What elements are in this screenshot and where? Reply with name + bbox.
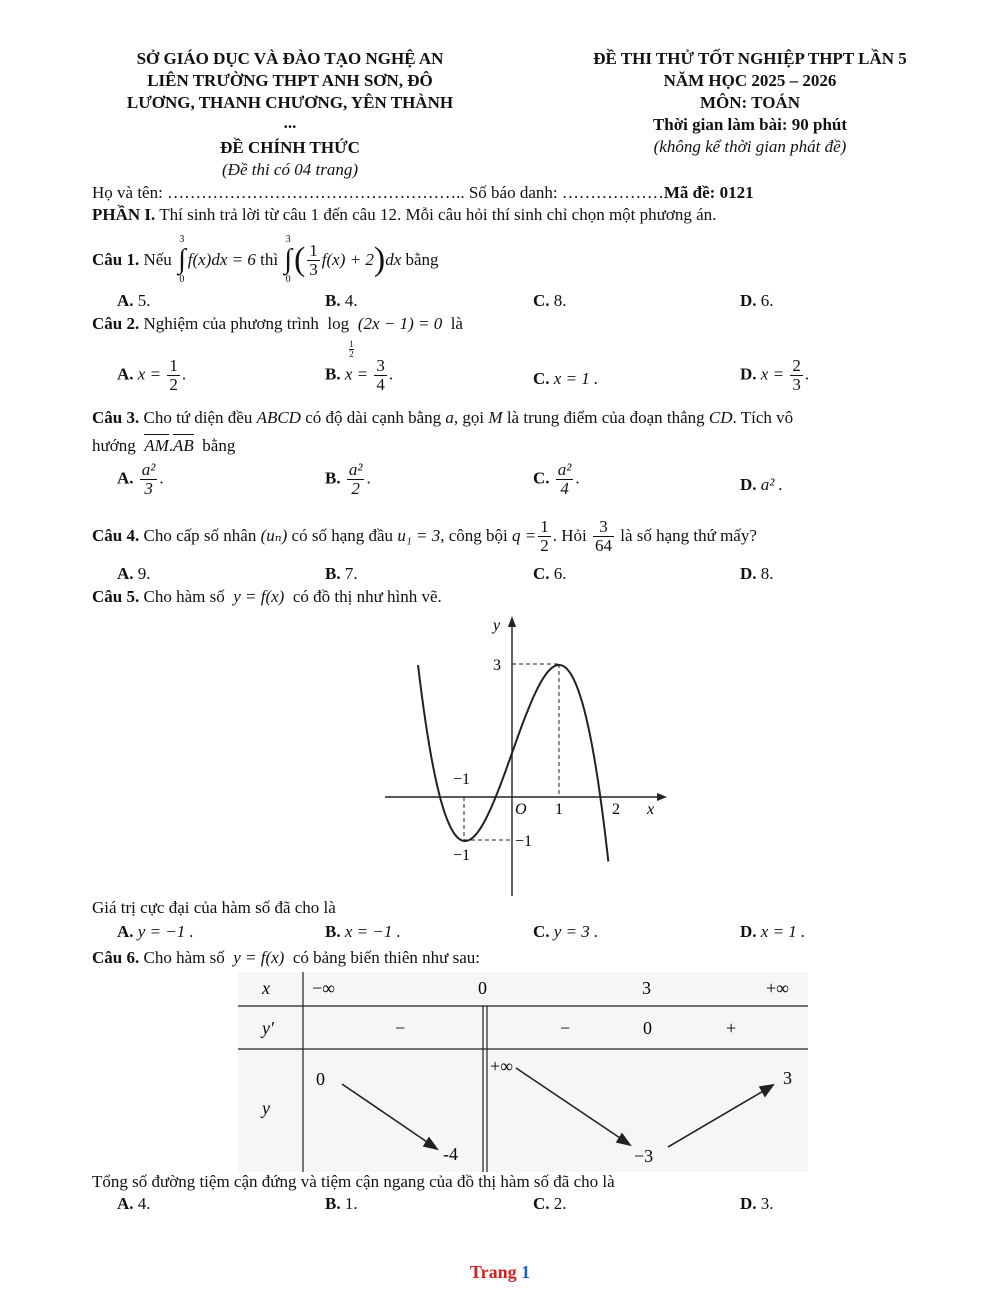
school-name-line1: LIÊN TRƯỜNG THPT ANH SƠN, ĐÔ: [147, 71, 433, 90]
q1-text-equals: bằng: [405, 250, 439, 269]
y-axis-arrow: [508, 616, 516, 627]
q6-question-text: Tổng số đường tiệm cận đứng và tiệm cận ngang của đồ thị hàm số đã cho là: [92, 1172, 615, 1191]
value-neg3: −3: [634, 1146, 654, 1166]
x-minus-infinity: −∞: [312, 978, 335, 998]
integral-sign-2: 3 ∫ 0: [284, 234, 292, 285]
q3-line2b: bằng: [202, 436, 236, 455]
duration-note: (không kể thời gian phát đề): [653, 137, 847, 156]
q5-question-text: Giá trị cực đại của hàm số đã cho là: [92, 898, 336, 917]
q2-option-b[interactable]: B. x = $\frac{3}{4}$ .: [325, 356, 394, 394]
x-three: 3: [642, 978, 651, 998]
x-axis-arrow: [657, 793, 667, 801]
student-id-field[interactable]: Số báo danh: ………………: [468, 183, 664, 202]
q6-text: Cho hàm số: [143, 948, 225, 967]
q6-option-a[interactable]: A. 4.: [117, 1194, 151, 1213]
part1-text: Thí sinh trả lời từ câu 1 đến câu 12. Mỗi câu hỏi thí sinh chỉ chọn một phương án.: [159, 205, 717, 224]
x-tick-neg1: −1: [453, 771, 471, 788]
q1-given-integral: f(x)dx = 6: [187, 250, 256, 269]
student-info: [92, 183, 754, 203]
x-tick-1: 1: [555, 801, 563, 818]
q2-end: là: [450, 314, 463, 333]
integral-lower-2: 0: [285, 274, 291, 285]
q6-option-b[interactable]: B. 1.: [325, 1194, 358, 1213]
sign-2: −: [560, 1018, 571, 1038]
q1-integrand: f(x) + 2: [321, 250, 374, 269]
question-4-stem: [92, 513, 757, 559]
q1-dx: dx: [385, 250, 402, 269]
page-number: 1: [521, 1262, 531, 1282]
q4-option-a[interactable]: A. 9.: [117, 564, 151, 583]
q1-text-if: Nếu: [143, 250, 172, 269]
q4-t2: có số hạng đầu: [291, 526, 394, 545]
q3-a: a: [445, 408, 454, 427]
duration: Thời gian làm bài: 90 phút: [652, 115, 848, 134]
sign-3: +: [726, 1018, 737, 1038]
q2-text: Nghiệm của phương trình: [143, 314, 319, 333]
q4-option-c[interactable]: C. 6.: [533, 564, 567, 583]
q6-label: Câu 6.: [92, 948, 140, 967]
q3-vector-ab: AB: [173, 436, 194, 455]
q5-option-a[interactable]: A. y = −1 .: [117, 922, 194, 941]
q4-t3: , công bội: [440, 526, 508, 545]
y-tick-3: 3: [493, 657, 501, 674]
q3-vector-am: AM: [144, 436, 169, 455]
q3-option-a[interactable]: A. $\frac{\text{a²}}{3}$ .: [117, 460, 164, 498]
x-zero: 0: [478, 978, 487, 998]
q1-fraction: $\frac{1}{3}$: [309, 240, 318, 279]
q3-text4: là trung điểm của đoạn thẳng: [506, 408, 705, 427]
question-3-stem: [92, 408, 793, 428]
x-plus-infinity: +∞: [766, 978, 789, 998]
question-2-stem: [92, 314, 463, 359]
page-count-note: (Đề thi có 04 trang): [222, 160, 358, 179]
question-5-stem: [92, 587, 442, 607]
table-yprime-label: y′: [262, 1018, 274, 1038]
x-axis-label: x: [647, 801, 655, 818]
q3-option-d[interactable]: D. a² .: [740, 475, 783, 494]
q3-cd: CD: [708, 408, 733, 427]
q3-text1: Cho tứ diện đều: [143, 408, 253, 427]
q4-option-d[interactable]: D. 8.: [740, 564, 774, 583]
part1-title: PHẦN I.: [92, 205, 156, 224]
q5-label: Câu 5.: [92, 587, 140, 606]
q1-label: Câu 1.: [92, 250, 140, 269]
q5-option-c[interactable]: C. y = 3 .: [533, 922, 599, 941]
q1-option-a[interactable]: A. 5.: [117, 291, 151, 310]
q4-option-b[interactable]: B. 7.: [325, 564, 358, 583]
student-name-field[interactable]: Họ và tên: ……………………………………………..: [92, 183, 465, 202]
q3-option-c[interactable]: C. $\frac{\text{a²}}{4}$ .: [533, 460, 580, 498]
question-3-stem-line2: hướng AM.AB bằng: [92, 436, 236, 455]
q4-t4: . Hỏi: [552, 526, 587, 545]
question-1-stem: Câu 1. Nếu 3 ∫ 0 f(x)dx = 6 thì 3 ∫ 0 ( $\frac{1}{3}$ f(x) + 2 ) dx bằng: [92, 234, 439, 285]
integral-upper: 3: [179, 234, 185, 245]
value-0: 0: [316, 1069, 325, 1089]
q4-t5: là số hạng thứ mấy?: [620, 526, 757, 545]
table-x-label: x: [262, 978, 270, 998]
page-word: Trang: [469, 1262, 517, 1282]
q1-option-d[interactable]: D. 6.: [740, 291, 774, 310]
school-name-line2: LƯƠNG, THANH CHƯƠNG, YÊN THÀNH: [126, 93, 454, 112]
q5-option-d[interactable]: D. x = 1 .: [740, 922, 806, 941]
q3-line2a: hướng: [92, 436, 136, 455]
q6-text2: có bảng biến thiên như sau:: [292, 948, 481, 967]
function-curve: [418, 665, 608, 862]
table-y-label: y: [262, 1098, 270, 1118]
q2-option-c[interactable]: C. x = 1 .: [533, 369, 599, 388]
school-year: NĂM HỌC 2025 – 2026: [663, 71, 837, 90]
q3-option-b[interactable]: B. $\frac{\text{a²}}{2}$ .: [325, 460, 371, 498]
q2-label: Câu 2.: [92, 314, 140, 333]
q6-option-c[interactable]: C. 2.: [533, 1194, 567, 1213]
origin-label: O: [515, 801, 527, 818]
school-department: SỞ GIÁO DỤC VÀ ĐÀO TẠO NGHỆ AN: [136, 49, 444, 68]
integral-upper-2: 3: [285, 234, 291, 245]
y-axis-label: y: [493, 617, 501, 634]
y-tick-neg1: −1: [515, 833, 533, 850]
q4-q: q =: [511, 526, 537, 545]
q2-argument: (2x − 1) = 0: [357, 314, 443, 333]
q2-option-d[interactable]: D. x = $\frac{2}{3}$ .: [740, 356, 810, 394]
q6-func: y = f(x): [233, 948, 285, 967]
q4-t1: Cho cấp số nhân: [143, 526, 257, 545]
q3-label: Câu 3.: [92, 408, 140, 427]
variation-table: [238, 972, 808, 1172]
value-neg4: -4: [443, 1144, 458, 1164]
q5-text: Cho hàm số: [143, 587, 225, 606]
q1-text-then: thì: [260, 250, 279, 269]
q3-text3: , gọi: [453, 408, 485, 427]
subject: MÔN: TOÁN: [700, 93, 800, 112]
q2-log: log: [327, 314, 350, 333]
q3-abcd: ABCD: [256, 408, 301, 427]
q5-option-b[interactable]: B. x = −1 .: [325, 922, 401, 941]
part1-instruction: [92, 205, 716, 225]
x-tick-2: 2: [612, 801, 620, 818]
value-3: 3: [783, 1068, 792, 1088]
q1-option-c[interactable]: C. 8.: [533, 291, 567, 310]
q3-m: M: [488, 408, 503, 427]
page-footer: [0, 1262, 1000, 1283]
q2-log-base: $\frac{1}{2}$: [349, 339, 354, 359]
q3-text2: có độ dài cạnh bằng: [305, 408, 442, 427]
exam-title: ĐỀ THI THỬ TỐT NGHIỆP THPT LẦN 5: [593, 49, 907, 68]
q2-option-a[interactable]: A. x = $\frac{1}{2}$ .: [117, 356, 187, 394]
q4-label: Câu 4.: [92, 526, 140, 545]
q3-text5: . Tích vô: [732, 408, 794, 427]
integral-sign: 3 ∫ 0: [178, 234, 186, 285]
q4-un: (uₙ): [260, 526, 288, 545]
q4-u1: u₁ = 3: [397, 526, 441, 545]
integral-lower: 0: [179, 274, 185, 285]
exam-code: Mã đề: 0121: [663, 183, 754, 202]
header-ellipsis: ...: [283, 113, 297, 132]
q4-term-fraction: $\frac{3}{64}$: [594, 516, 612, 555]
function-graph: [375, 608, 675, 900]
q5-text2: có đồ thị như hình vẽ.: [292, 587, 442, 606]
question-6-stem: [92, 948, 480, 968]
official-label: ĐỀ CHÍNH THỨC: [220, 138, 360, 157]
q1-option-b[interactable]: B. 4.: [325, 291, 358, 310]
value-plus-infinity: +∞: [490, 1056, 513, 1076]
q4-q-fraction: $\frac{1}{2}$: [540, 516, 549, 555]
q5-func: y = f(x): [233, 587, 285, 606]
sign-1: −: [395, 1018, 406, 1038]
sign-zero: 0: [643, 1018, 652, 1038]
q6-option-d[interactable]: D. 3.: [740, 1194, 774, 1213]
min-value-label: −1: [453, 847, 471, 864]
